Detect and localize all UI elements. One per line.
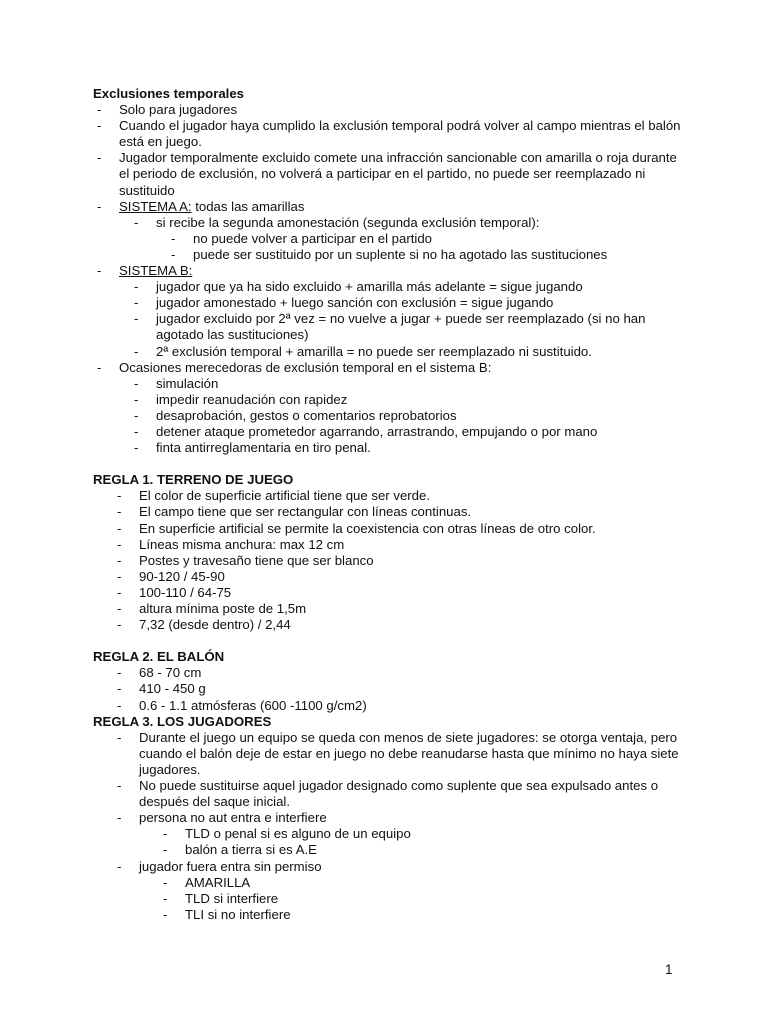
page-number: 1 [665,962,673,977]
list-item: - jugador amonestado + luego sanción con exclusión = sigue jugando [134,295,554,311]
list-item: - detener ataque prometedor agarrando, arrastrando, empujando o por mano [134,423,598,439]
spacer [0,633,768,649]
list-item: - desaprobación, gestos o comentarios reprobatorios [134,407,457,423]
list-item: - TLD si interfiere [163,890,279,906]
list-item-sistema-b: - SISTEMA B: [97,263,193,279]
list-item: - AMARILLA [163,874,251,890]
list-item: - El campo tiene que ser rectangular con líneas continuas. [117,504,472,520]
list-item: - Solo para jugadores [97,102,238,118]
list-item: - Durante el juego un equipo se queda con menos de siete jugadores: se otorga ventaja, pero [117,729,678,745]
list-item: - 90-120 / 45-90 [117,568,225,584]
list-item-continuation: cuando el balón deje de estar en juego no debe reanudarse hasta que mínimo no haya siete [139,745,679,761]
list-item: - 2ª exclusión temporal + amarilla = no puede ser reemplazado ni sustituido. [134,343,592,359]
list-item: - no puede volver a participar en el partido [171,230,432,246]
list-item: - 68 - 70 cm [117,665,202,681]
section-title-regla-3: REGLA 3. LOS JUGADORES [93,713,272,729]
list-item: - balón a tierra si es A.E [163,842,317,858]
list-item: - si recibe la segunda amonestación (segunda exclusión temporal): [134,214,540,230]
list-item: - 410 - 450 g [117,681,206,697]
list-item: - No puede sustituirse aquel jugador designado como suplente que sea expulsado antes o [117,778,659,794]
list-item-continuation: está en juego. [119,134,202,150]
list-item: - Líneas misma anchura: max 12 cm [117,536,345,552]
list-item: - simulación [134,375,219,391]
list-item: - TLD o penal si es alguno de un equipo [163,826,411,842]
document-page [0,86,768,923]
section-title-regla-2: REGLA 2. EL BALÓN [93,649,225,665]
list-item: - puede ser sustituido por un suplente si no ha agotado las sustituciones [171,246,608,262]
list-item: - 0.6 - 1.1 atmósferas (600 -1100 g/cm2) [117,697,367,713]
list-item: - finta antirreglamentaria en tiro penal. [134,440,371,456]
section-title-regla-1: REGLA 1. TERRENO DE JUEGO [93,472,294,488]
list-item-continuation: agotado las sustituciones) [156,327,309,343]
spacer [0,456,768,472]
list-item: - altura mínima poste de 1,5m [117,601,307,616]
sistema-a-label: SISTEMA A: [119,198,192,214]
list-item: - Cuando el jugador haya cumplido la exclusión temporal podrá volver al campo mientras el balón [97,118,681,134]
list-item: - El color de superficie artificial tiene que ser verde. [117,488,431,504]
list-item-continuation: después del saque inicial. [139,794,291,810]
list-item: - jugador fuera entra sin permiso [117,858,322,874]
list-item-continuation: el periodo de exclusión, no volverá a participar en el partido, no puede ser reemplazado ni [119,166,646,182]
list-item: - Jugador temporalmente excluido comete una infracción sancionable con amarilla o roja durante [97,150,677,166]
list-item: - Postes y travesaño tiene que ser blanco [117,552,374,568]
list-item: - jugador que ya ha sido excluido + amarilla más adelante = sigue jugando [134,279,583,295]
list-item: - En superficie artificial se permite la coexistencia con otras líneas de otro color. [117,520,596,536]
list-item: - Ocasiones merecedoras de exclusión temporal en el sistema B: [97,359,492,375]
section-title-exclusiones: Exclusiones temporales [93,86,244,101]
list-item-continuation: sustituido [119,182,175,198]
sistema-b-label: SISTEMA B: [119,263,193,279]
list-item: - 7,32 (desde dentro) / 2,44 [117,617,291,633]
list-item: - jugador excluido por 2ª vez = no vuelve a jugar + puede ser reemplazado (si no han [134,311,646,327]
list-item: - TLI si no interfiere [163,906,291,922]
list-item: - impedir reanudación con rapidez [134,391,348,407]
list-item: - 100-110 / 64-75 [117,584,232,600]
list-item-continuation: jugadores. [139,761,201,777]
list-item: - persona no aut entra e interfiere [117,810,327,826]
list-item-sistema-a: - SISTEMA A: todas las amarillas [97,198,305,214]
